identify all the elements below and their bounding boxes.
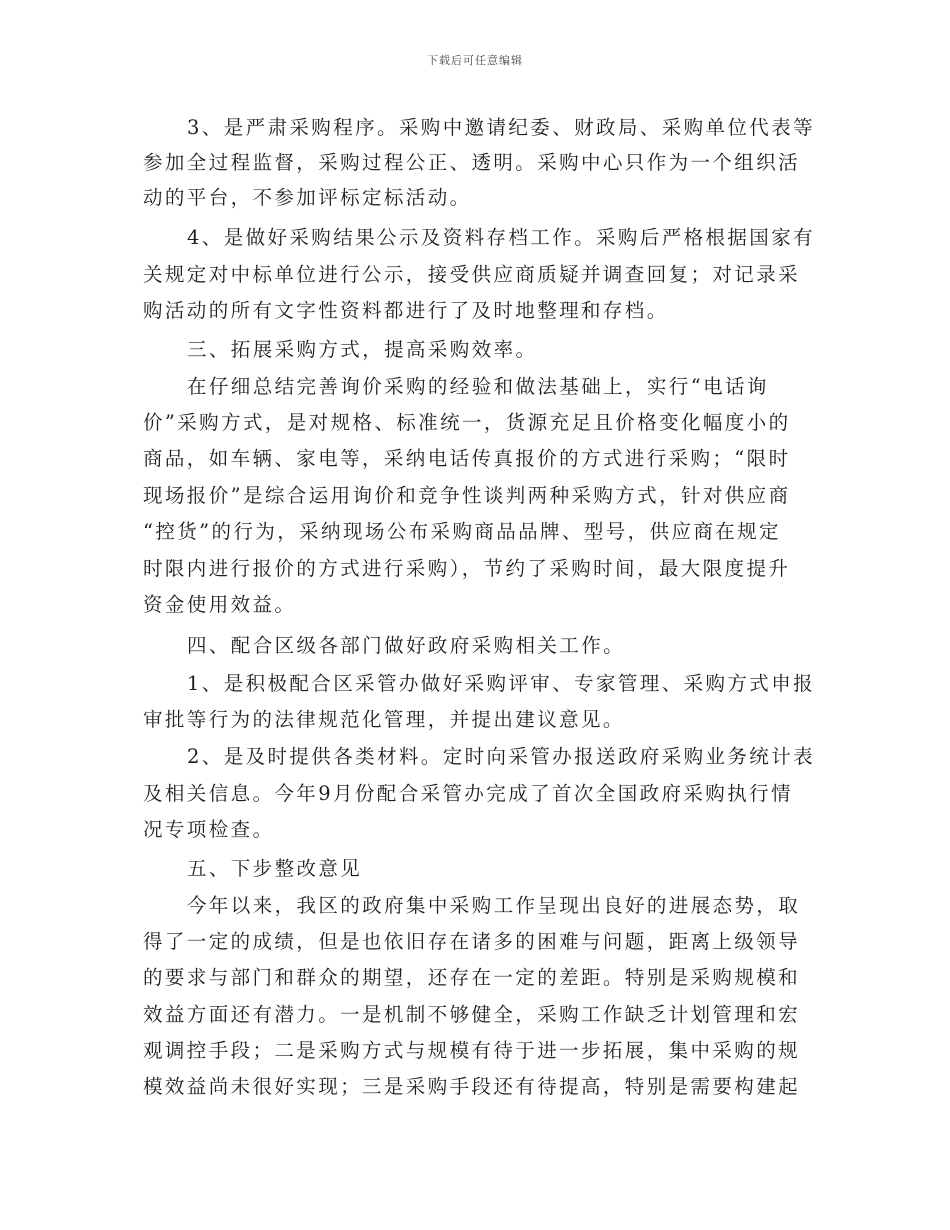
paragraph-line: 商品，如车辆、家电等，采纳电话传真报价的方式进行采购；“限时 [143, 447, 791, 470]
header-note: 下载后可任意编辑 [427, 54, 523, 67]
paragraph-line: 及相关信息。今年9月份配合采管办完成了首次全国政府采购执行情 [143, 782, 793, 805]
section-heading: 五、下步整改意见 [187, 857, 363, 880]
paragraph-line: 在仔细总结完善询价采购的经验和做法基础上，实行“电话询 [187, 375, 769, 398]
paragraph-line: 效益方面还有潜力。一是机制不够健全，采购工作缺乏计划管理和宏 [143, 1003, 801, 1026]
paragraph-line: 现场报价”是综合运用询价和竞争性谈判两种采购方式，针对供应商 [143, 484, 791, 507]
paragraph-line: 审批等行为的法律规范化管理，并提出建议意见。 [143, 708, 625, 731]
paragraph-line: 参加全过程监督，采购过程公正、透明。采购中心只作为一个组织活 [143, 151, 801, 174]
section-heading: 三、拓展采购方式，提高采购效率。 [187, 338, 538, 361]
paragraph-line: 观调控手段；二是采购方式与规模有待于进一步拓展，集中采购的规 [143, 1039, 801, 1062]
paragraph-line: 1、是积极配合区采管办做好采购评审、专家管理、采购方式申报 [187, 672, 816, 695]
paragraph-line: 价”采购方式，是对规格、标准统一，货源充足且价格变化幅度小的 [143, 411, 791, 434]
paragraph-line: 4、是做好采购结果公示及资料存档工作。采购后严格根据国家有 [187, 226, 816, 249]
paragraph-line: 动的平台，不参加评标定标活动。 [143, 186, 472, 209]
paragraph-line: 的要求与部门和群众的期望，还存在一定的差距。特别是采购规模和 [143, 966, 801, 989]
paragraph-line: 模效益尚未很好实现；三是采购手段还有待提高，特别是需要构建起 [143, 1075, 801, 1098]
paragraph-line: 得了一定的成绩，但是也依旧存在诸多的困难与问题，距离上级领导 [143, 930, 801, 953]
paragraph-line: 2、是及时提供各类材料。定时向采管办报送政府采购业务统计表 [187, 745, 816, 768]
paragraph-line: “控货”的行为，采纳现场公布采购商品品牌、型号，供应商在规定 [143, 520, 781, 543]
paragraph-line: 3、是严肃采购程序。采购中邀请纪委、财政局、采购单位代表等 [187, 116, 816, 139]
paragraph-line: 购活动的所有文字性资料都进行了及时地整理和存档。 [143, 299, 669, 322]
paragraph-line: 况专项检查。 [143, 818, 275, 841]
paragraph-line: 关规定对中标单位进行公示，接受供应商质疑并调查回复；对记录采 [143, 263, 801, 286]
paragraph-line: 资金使用效益。 [143, 593, 297, 616]
paragraph-line: 时限内进行报价的方式进行采购），节约了采购时间，最大限度提升 [143, 557, 791, 580]
section-heading: 四、配合区级各部门做好政府采购相关工作。 [187, 634, 626, 657]
paragraph-line: 今年以来，我区的政府集中采购工作呈现出良好的进展态势，取 [187, 894, 801, 917]
